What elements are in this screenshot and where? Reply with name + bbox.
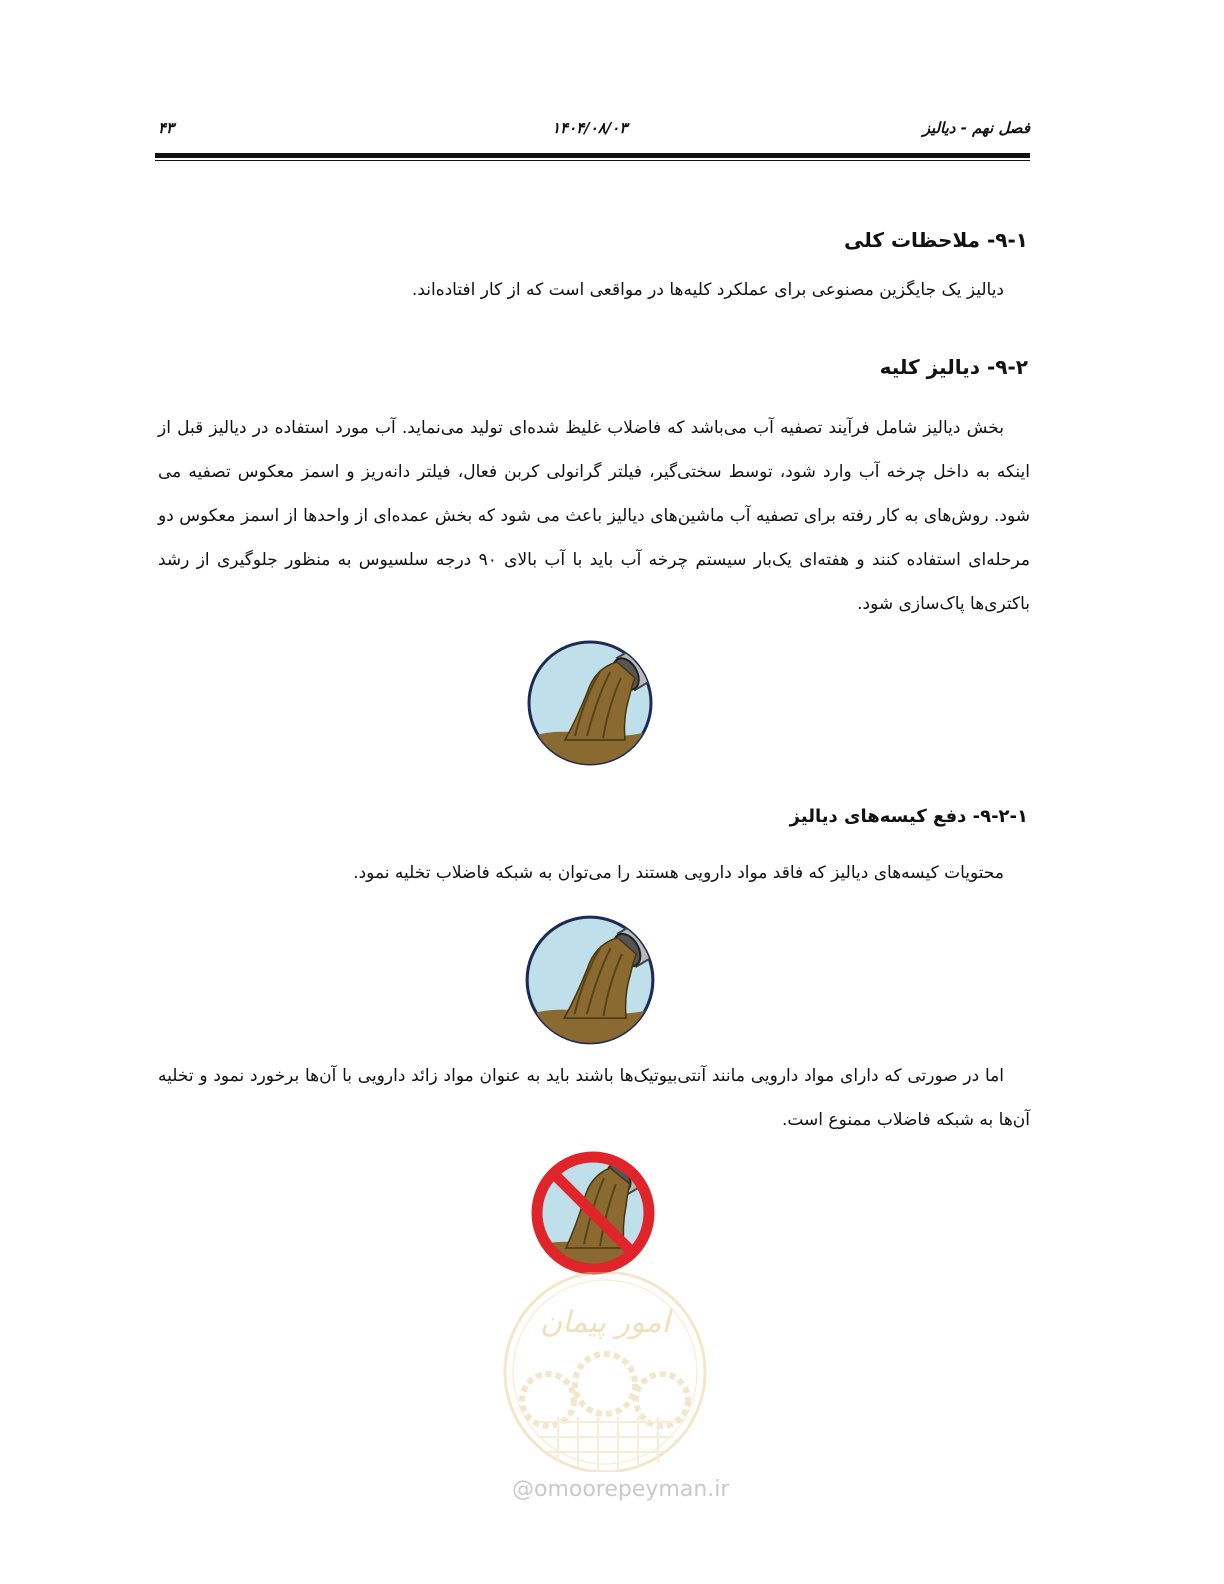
section-paragraph-9-1: دیالیز یک جایگزین مصنوعی برای عملکرد کلیه‌ها در مواقعی است که از کار افتاده‌اند. bbox=[411, 280, 1004, 300]
page-number: ۴۳ bbox=[158, 119, 175, 137]
section-paragraph-9-2: بخش دیالیز شامل فرآیند تصفیه آب می‌باشد که فاضلاب غلیظ شده‌ای تولید می‌نماید. آب مورد استفاده در دیالیز قبل از اینکه به داخل چرخه آب وارد شود، توسط سختی‌گیر، فیلتر گرانولی کربن فعال، فیلتر دانه‌ریز و اسمز معکوس تصفیه می شود. روش‌های به کار رفته برای تصفیه آب ماشین‌های دیالیز باعث می شود که بخش عمده‌ای از واحدها از اسمز معکوس دو مرحله‌ای استفاده کنند و هفته‌ای یک‌بار سیستم چرخه آب باید با آب بالای ۹۰ درجه سلسیوس به منظور جلوگیری از رشد باکتری‌ها پاک‌سازی شود. bbox=[158, 418, 1030, 614]
chapter-title: فصل نهم - دیالیز bbox=[922, 119, 1030, 137]
header-rule bbox=[155, 153, 1030, 158]
section-heading-9-2-1: ۹-۲-۱- دفع کیسه‌های دیالیز bbox=[789, 806, 1028, 827]
at-icon: @ bbox=[512, 1477, 534, 1502]
prohibited-sewage-icon bbox=[528, 1148, 658, 1278]
section-paragraph-9-2-1: محتویات کیسه‌های دیالیز که فاقد مواد دارویی هستند را می‌توان به شبکه فاضلاب تخلیه نمود. bbox=[353, 863, 1004, 883]
sewage-pipe-pouring-icon-2 bbox=[523, 913, 657, 1047]
section-heading-9-1: ۹-۱- ملاحظات کلی bbox=[843, 228, 1028, 252]
watermark-url bbox=[512, 1477, 729, 1502]
header-date: ۱۴۰۴/۰۸/۰۳ bbox=[552, 119, 628, 137]
sewage-pipe-pouring-icon bbox=[525, 638, 655, 768]
section-paragraph-9-2-1-b: اما در صورتی که دارای مواد دارویی مانند آنتی‌بیوتیک‌ها باشند باید به عنوان مواد زائد دارویی با آن‌ها برخورد نمود و تخلیه آن‌ها به شبکه فاضلاب ممنوع است. bbox=[158, 1066, 1030, 1130]
header-rule-thin bbox=[155, 160, 1030, 161]
watermark-seal-text: امور پیمان bbox=[540, 1305, 670, 1340]
watermark-url-text: omoorepeyman.ir bbox=[534, 1477, 730, 1502]
section-heading-9-2: ۹-۲- دیالیز کلیه bbox=[879, 355, 1028, 379]
watermark-seal-logo bbox=[498, 1272, 713, 1472]
